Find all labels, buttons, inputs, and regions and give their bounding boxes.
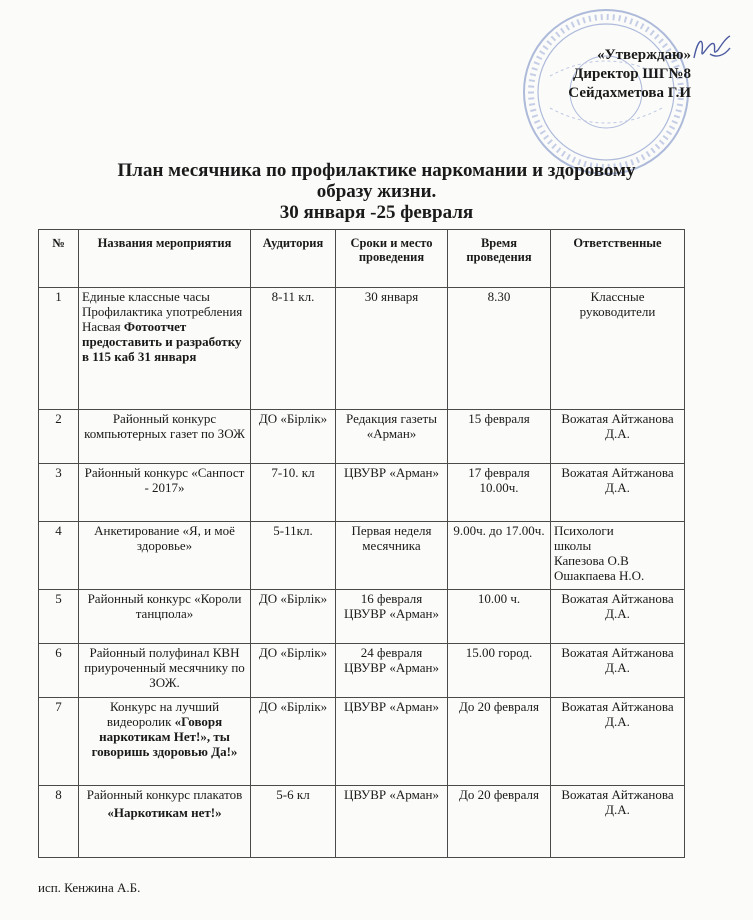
row-audience: 7-10. кл xyxy=(251,464,336,522)
row-name: Районный конкурс компьютерных газет по ЗОЖ xyxy=(79,410,251,464)
responsible-line: Ошакпаева Н.О. xyxy=(554,568,645,583)
title-line-2: образу жизни. xyxy=(316,181,437,202)
row-time: До 20 февраля xyxy=(448,698,551,786)
director-signature xyxy=(690,30,734,66)
approval-line: «Утверждаю» xyxy=(597,47,691,63)
row-time: До 20 февраля xyxy=(448,786,551,858)
title-line-1: План месячника по профилактике наркомании и здоровому xyxy=(117,160,636,181)
row-num: 6 xyxy=(39,644,79,698)
table-header-row xyxy=(39,230,685,288)
table-row xyxy=(39,590,685,644)
row-num: 1 xyxy=(39,288,79,410)
row-audience: 8-11 кл. xyxy=(251,288,336,410)
row-responsible: Вожатая Айтжанова Д.А. xyxy=(551,698,685,786)
row-place: ЦВУВР «Арман» xyxy=(336,464,448,522)
row-responsible: Вожатая Айтжанова Д.А. xyxy=(551,464,685,522)
row-audience: 5-6 кл xyxy=(251,786,336,858)
row-responsible: Классные руководители xyxy=(551,288,685,410)
row-responsible: Вожатая Айтжанова Д.А. xyxy=(551,644,685,698)
row-audience: 5-11кл. xyxy=(251,522,336,590)
row-name xyxy=(79,288,251,410)
executor-note: исп. Кенжина А.Б. xyxy=(38,880,141,895)
title-dates: 30 января -25 февраля xyxy=(279,202,474,223)
table-row xyxy=(39,698,685,786)
row-num: 7 xyxy=(39,698,79,786)
row-place: Первая неделя месячника xyxy=(336,522,448,590)
row-responsible: Вожатая Айтжанова Д.А. xyxy=(551,590,685,644)
header-name: Названия мероприятия xyxy=(79,230,251,288)
row-place: ЦВУВР «Арман» xyxy=(336,786,448,858)
approval-block xyxy=(568,46,691,103)
row-name: Районный конкурс «Санпост - 2017» xyxy=(79,464,251,522)
row-responsible: Вожатая Айтжанова Д.А. xyxy=(551,786,685,858)
row-num: 3 xyxy=(39,464,79,522)
row-time: 10.00 ч. xyxy=(448,590,551,644)
row-name-bold: Фотоотчет предоставить и разработку в 115 каб 31 января xyxy=(82,319,242,364)
responsible-line: Психологи xyxy=(554,523,614,538)
row-name: Районный конкурс «Короли танцпола» xyxy=(79,590,251,644)
row-responsible: Вожатая Айтжанова Д.А. xyxy=(551,410,685,464)
header-responsible: Ответственные xyxy=(551,230,685,288)
row-audience: ДО «Бірлік» xyxy=(251,590,336,644)
row-name-text: Единые классные часы Профилактика употребления Насвая xyxy=(82,289,243,334)
row-time: 15.00 город. xyxy=(448,644,551,698)
row-name-bold: «Говоря наркотикам Нет!», ты говоришь здоровью Да!» xyxy=(91,714,238,759)
row-place: 16 февраля ЦВУВР «Арман» xyxy=(336,590,448,644)
row-time: 15 февраля xyxy=(448,410,551,464)
row-place: 24 февраля ЦВУВР «Арман» xyxy=(336,644,448,698)
row-name-bold: «Наркотикам нет!» xyxy=(107,805,222,820)
row-place: ЦВУВР «Арман» xyxy=(336,698,448,786)
row-audience: ДО «Бірлік» xyxy=(251,644,336,698)
row-time: 17 февраля 10.00ч. xyxy=(448,464,551,522)
table-row xyxy=(39,786,685,858)
table-row xyxy=(39,464,685,522)
row-audience: ДО «Бірлік» xyxy=(251,698,336,786)
row-responsible xyxy=(551,522,685,590)
row-name: Анкетирование «Я, и моё здоровье» xyxy=(79,522,251,590)
row-place: 30 января xyxy=(336,288,448,410)
approval-position: Директор ШГ№8 xyxy=(573,66,691,82)
row-num: 4 xyxy=(39,522,79,590)
table-row xyxy=(39,522,685,590)
header-time: Время проведения xyxy=(448,230,551,288)
row-time: 8.30 xyxy=(448,288,551,410)
row-name-text: Конкурс на лучший видеоролик xyxy=(106,699,220,729)
row-time: 9.00ч. до 17.00ч. xyxy=(448,522,551,590)
approval-name: Сейдахметова Г.И xyxy=(568,85,691,101)
responsible-line: школы xyxy=(554,538,592,553)
row-place: Редакция газеты «Арман» xyxy=(336,410,448,464)
responsible-line: Капезова О.В xyxy=(554,553,629,568)
document-title xyxy=(0,160,753,223)
header-place: Сроки и место проведения xyxy=(336,230,448,288)
header-audience: Аудитория xyxy=(251,230,336,288)
events-table xyxy=(38,229,685,858)
table-row xyxy=(39,644,685,698)
row-num: 5 xyxy=(39,590,79,644)
row-name xyxy=(79,698,251,786)
row-audience: ДО «Бірлік» xyxy=(251,410,336,464)
table-row xyxy=(39,410,685,464)
row-num: 8 xyxy=(39,786,79,858)
row-num: 2 xyxy=(39,410,79,464)
header-num: № xyxy=(39,230,79,288)
table-row xyxy=(39,288,685,410)
row-name-text: Районный конкурс плакатов xyxy=(86,787,243,802)
row-name: Районный полуфинал КВН приуроченный месячнику по ЗОЖ. xyxy=(79,644,251,698)
row-name xyxy=(79,786,251,858)
